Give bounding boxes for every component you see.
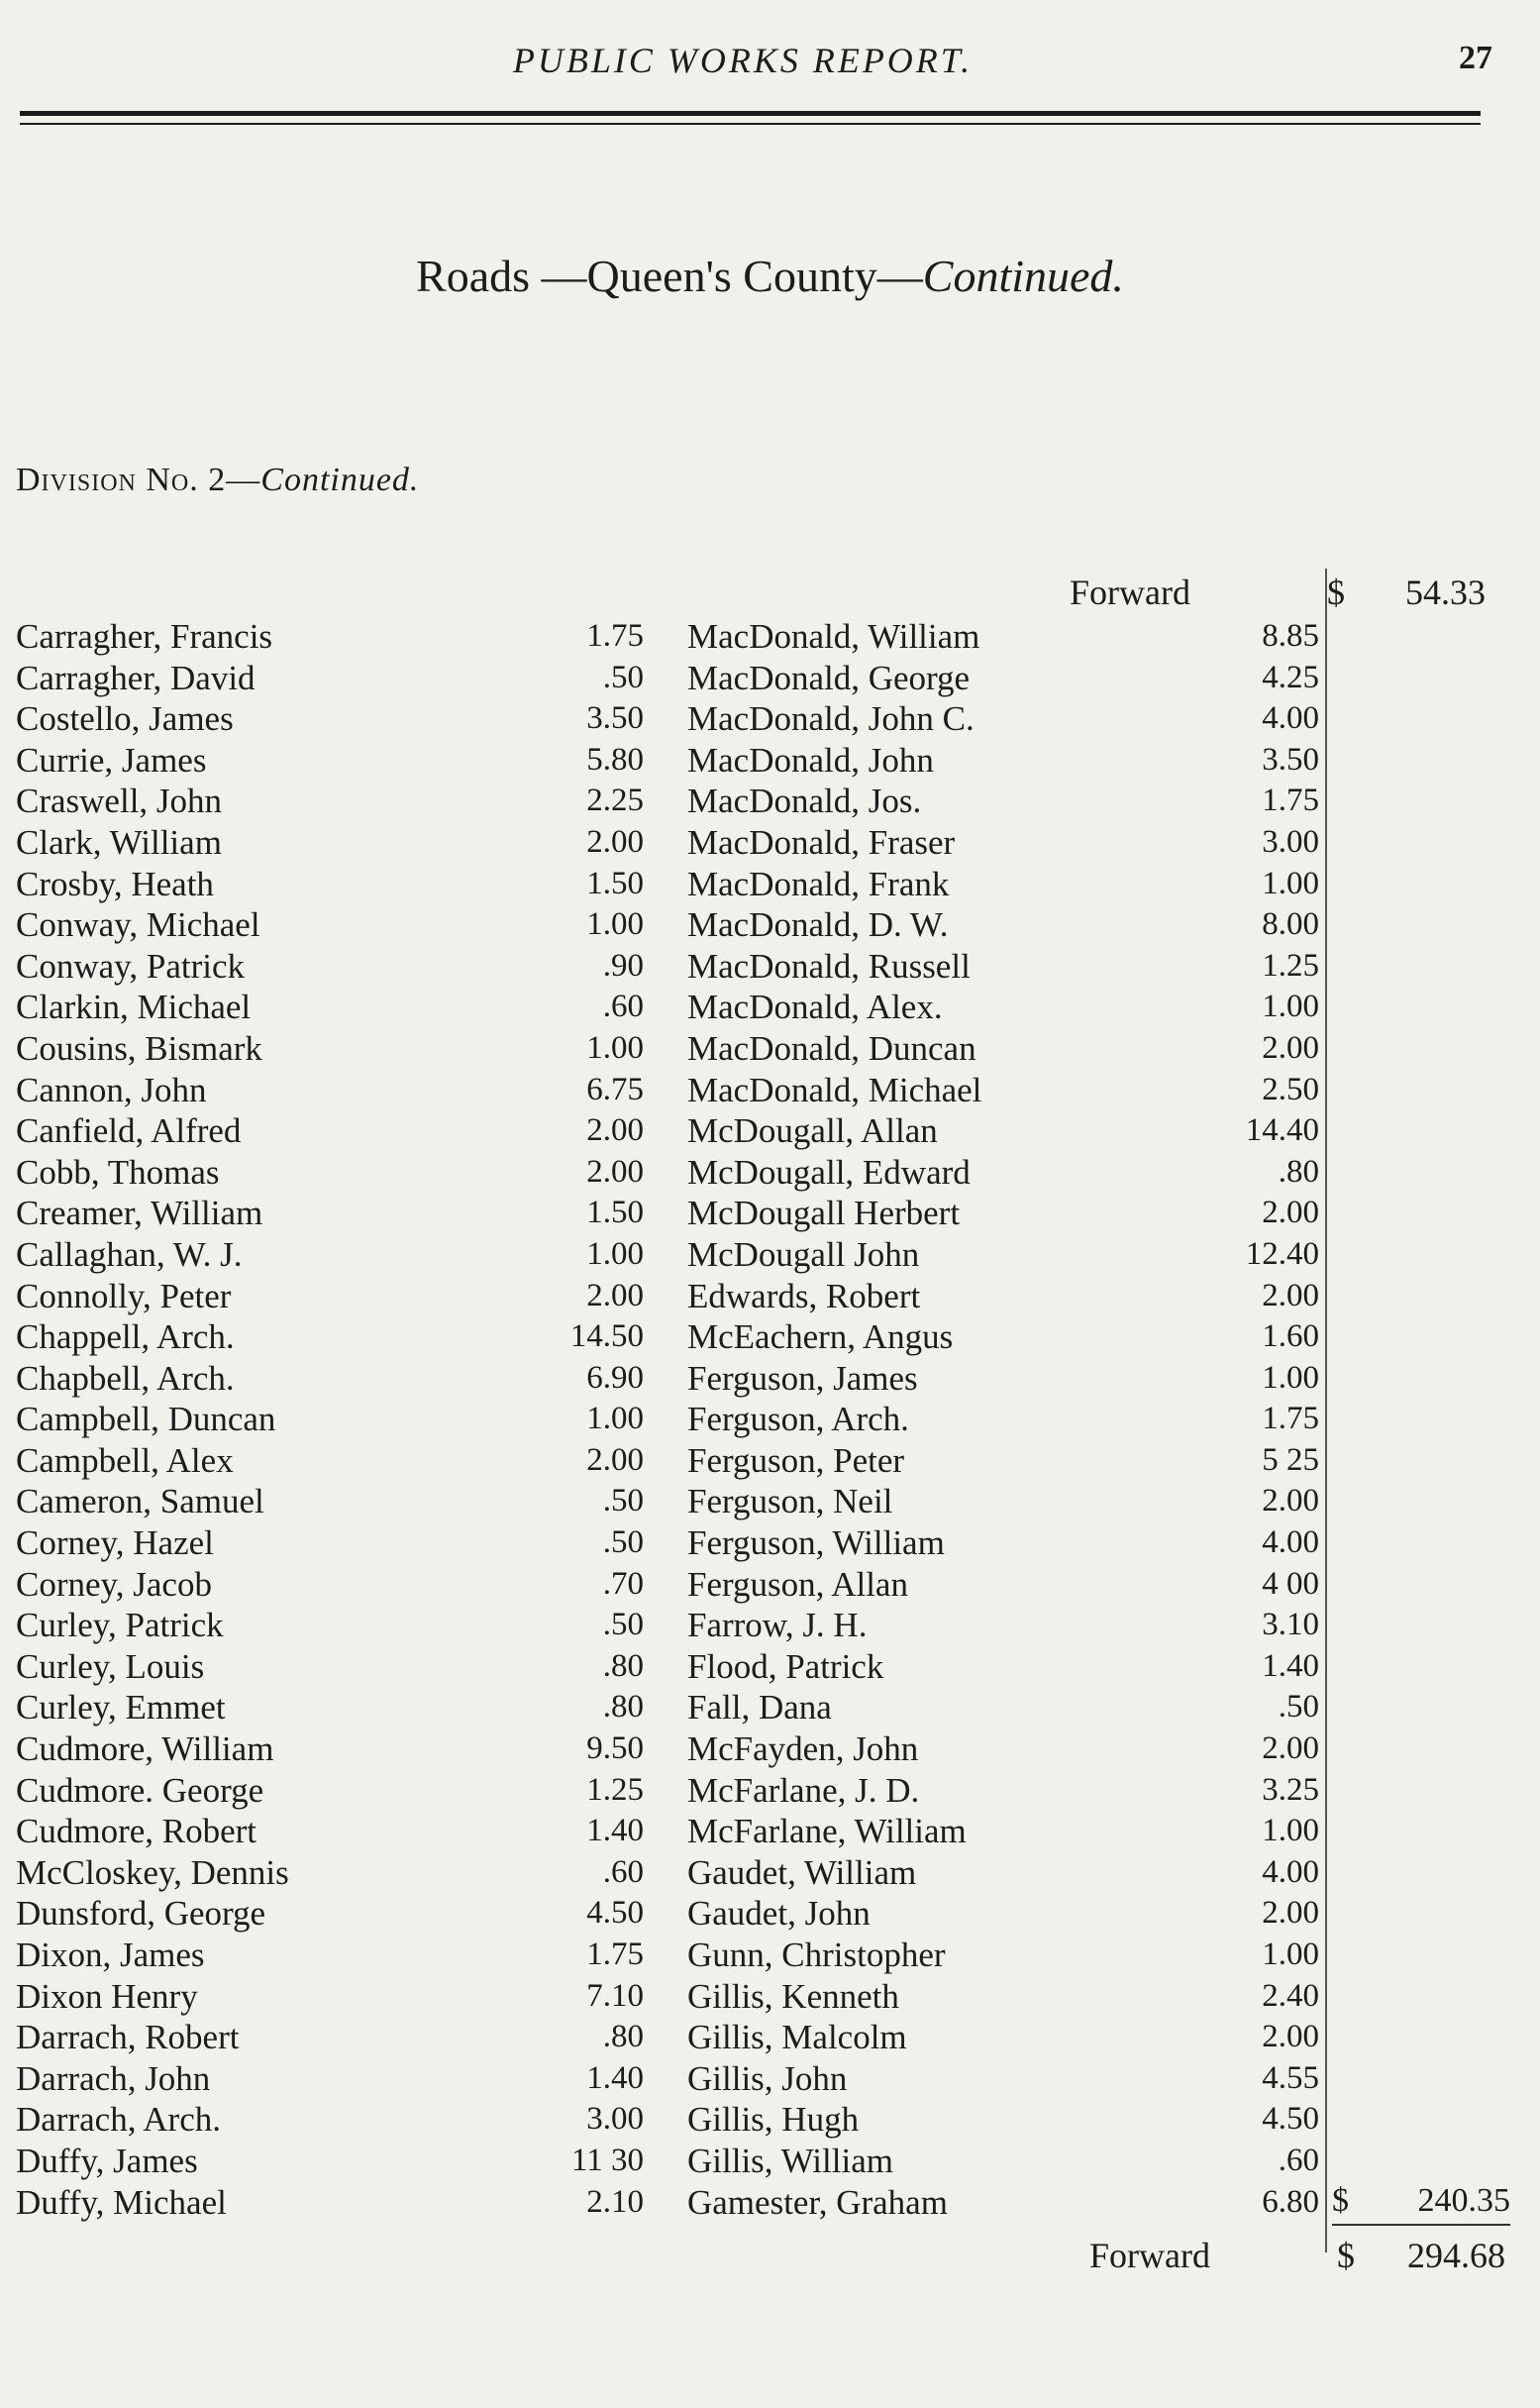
payee-row bbox=[16, 1852, 650, 1894]
forward-bottom bbox=[990, 2233, 1525, 2278]
payee-row bbox=[687, 781, 1331, 822]
payee-name: Canfield, Alfred bbox=[16, 1111, 242, 1151]
payee-name: Dixon Henry bbox=[16, 1976, 198, 2016]
right-payee-list bbox=[687, 616, 1331, 2223]
payee-name: MacDonald, Duncan bbox=[687, 1028, 976, 1068]
payee-amount: 2.00 bbox=[1262, 2019, 1319, 2055]
header-rule-thick bbox=[20, 111, 1481, 116]
forward-top-label: Forward bbox=[1070, 573, 1190, 612]
payee-name: Creamer, William bbox=[16, 1194, 263, 1233]
payee-row bbox=[687, 1852, 1331, 1894]
payee-name: MacDonald, John C. bbox=[687, 699, 975, 739]
payee-amount: 2.00 bbox=[586, 1153, 644, 1190]
payee-name: Gillis, Hugh bbox=[687, 2100, 860, 2140]
payee-name: Duffy, James bbox=[16, 2141, 198, 2180]
payee-row bbox=[16, 1687, 650, 1728]
payee-name: Dunsford, George bbox=[16, 1894, 266, 1934]
payee-row bbox=[687, 2099, 1331, 2141]
payee-amount: .50 bbox=[602, 1524, 644, 1561]
payee-amount: 2.25 bbox=[586, 783, 644, 819]
payee-name: Gunn, Christopher bbox=[687, 1936, 946, 1974]
payee-amount: 2.00 bbox=[586, 823, 644, 860]
payee-name: MacDonald, Fraser bbox=[687, 822, 956, 862]
payee-name: Gamester, Graham bbox=[687, 2182, 948, 2222]
payee-name: Corney, Jacob bbox=[16, 1564, 212, 1604]
payee-name: Cannon, John bbox=[16, 1070, 207, 1109]
payee-amount: 4.50 bbox=[1262, 2101, 1319, 2138]
payee-amount: 3.50 bbox=[586, 700, 644, 737]
payee-name: Connolly, Peter bbox=[16, 1276, 232, 1315]
payee-name: Callaghan, W. J. bbox=[16, 1234, 243, 1274]
payee-name: McEachern, Angus bbox=[687, 1317, 954, 1357]
payee-row bbox=[16, 1728, 650, 1770]
payee-row bbox=[687, 1976, 1331, 2018]
payee-amount: 2.50 bbox=[1262, 1071, 1319, 1107]
payee-row bbox=[687, 1646, 1331, 1688]
payee-amount: .80 bbox=[602, 1689, 644, 1726]
payee-row bbox=[16, 1070, 650, 1111]
payee-row bbox=[687, 740, 1331, 782]
payee-row bbox=[16, 616, 650, 658]
payee-amount: 3.25 bbox=[1262, 1771, 1319, 1808]
payee-name: Ferguson, Arch. bbox=[687, 1400, 909, 1439]
payee-row bbox=[16, 1152, 650, 1194]
section-title bbox=[0, 250, 1540, 302]
payee-amount: 1.50 bbox=[586, 1195, 644, 1231]
payee-amount: 4.50 bbox=[586, 1895, 644, 1932]
payee-name: Ferguson, Allan bbox=[687, 1564, 908, 1604]
payee-row bbox=[16, 1028, 650, 1070]
forward-bottom-value: 294.68 bbox=[1407, 2236, 1505, 2275]
payee-name: Darrach, Robert bbox=[16, 2018, 240, 2057]
payee-amount: 1.25 bbox=[1262, 947, 1319, 984]
payee-amount: 4.00 bbox=[1262, 1524, 1319, 1561]
payee-amount: 2.00 bbox=[1262, 1195, 1319, 1231]
payee-row bbox=[16, 1234, 650, 1276]
payee-amount: 2.00 bbox=[1262, 1483, 1319, 1519]
payee-name: MacDonald, Alex. bbox=[687, 988, 943, 1027]
payee-name: MacDonald, George bbox=[687, 658, 971, 697]
page-number: 27 bbox=[1459, 40, 1492, 76]
payee-row bbox=[16, 1399, 650, 1440]
payee-row bbox=[687, 822, 1331, 864]
payee-name: Chapbell, Arch. bbox=[16, 1358, 235, 1398]
payee-amount: 1.60 bbox=[1262, 1318, 1319, 1355]
payee-name: Curley, Louis bbox=[16, 1646, 205, 1686]
payee-row bbox=[687, 698, 1331, 740]
division-label: Division No. 2— bbox=[16, 462, 261, 498]
payee-row bbox=[16, 1811, 650, 1852]
payee-amount: 2.00 bbox=[1262, 1277, 1319, 1313]
subtotal-currency: $ bbox=[1332, 2182, 1349, 2219]
payee-name: McFarlane, J. D. bbox=[687, 1770, 920, 1810]
payee-name: Gillis, Malcolm bbox=[687, 2018, 907, 2057]
section-title-continued: Continued. bbox=[922, 251, 1124, 301]
payee-amount: .80 bbox=[602, 2019, 644, 2055]
payee-row bbox=[687, 1440, 1331, 1482]
payee-row bbox=[687, 864, 1331, 905]
payee-row bbox=[16, 1770, 650, 1812]
payee-name: Cousins, Bismark bbox=[16, 1028, 262, 1068]
payee-amount: .50 bbox=[602, 1483, 644, 1519]
payee-name: Costello, James bbox=[16, 699, 234, 739]
payee-name: Cameron, Samuel bbox=[16, 1482, 264, 1521]
payee-amount: 3.10 bbox=[1262, 1607, 1319, 1643]
payee-name: Gaudet, William bbox=[687, 1852, 917, 1892]
payee-row bbox=[16, 1605, 650, 1646]
subtotal-value: 240.35 bbox=[1417, 2182, 1510, 2219]
payee-amount: .80 bbox=[602, 1647, 644, 1684]
forward-top bbox=[990, 567, 1525, 618]
payee-row bbox=[687, 658, 1331, 699]
payee-amount: 6.75 bbox=[586, 1071, 644, 1107]
payee-amount: 3.50 bbox=[1262, 741, 1319, 778]
payee-amount: 2.00 bbox=[1262, 1730, 1319, 1767]
payee-row bbox=[687, 2058, 1331, 2100]
payee-amount: 8.00 bbox=[1262, 906, 1319, 943]
payee-amount: 1.40 bbox=[586, 1813, 644, 1849]
header-rule-thin bbox=[20, 123, 1481, 125]
payee-name: McFarlane, William bbox=[687, 1812, 967, 1851]
payee-row bbox=[687, 1276, 1331, 1317]
forward-top-value: 54.33 bbox=[1405, 573, 1486, 612]
payee-amount: 1.00 bbox=[586, 1401, 644, 1437]
payee-amount: 2.00 bbox=[586, 1441, 644, 1478]
payee-amount: 1.00 bbox=[1262, 1937, 1319, 1972]
payee-amount: 1.75 bbox=[586, 1937, 644, 1972]
payee-name: Chappell, Arch. bbox=[16, 1317, 235, 1357]
payee-amount: 4 00 bbox=[1262, 1565, 1319, 1602]
payee-amount: 7.10 bbox=[586, 1977, 644, 2014]
payee-name: MacDonald, Jos. bbox=[687, 782, 922, 821]
payee-amount: 1.00 bbox=[1262, 1813, 1319, 1849]
payee-row bbox=[687, 1770, 1331, 1812]
payee-name: Gillis, John bbox=[687, 2058, 848, 2098]
payee-name: McDougall, Allan bbox=[687, 1111, 938, 1151]
payee-amount: 2.40 bbox=[1262, 1977, 1319, 2014]
payee-name: Cudmore, Robert bbox=[16, 1812, 257, 1851]
payee-row bbox=[687, 1687, 1331, 1728]
column-divider bbox=[1325, 569, 1327, 2252]
payee-row bbox=[16, 1976, 650, 2018]
payee-row bbox=[687, 2141, 1331, 2182]
payee-name: McCloskey, Dennis bbox=[16, 1852, 289, 1892]
payee-amount: 1.00 bbox=[1262, 865, 1319, 901]
forward-bottom-currency: $ bbox=[1337, 2236, 1355, 2275]
payee-amount: 2.10 bbox=[586, 2183, 644, 2220]
division-heading bbox=[16, 462, 419, 499]
payee-row bbox=[687, 1070, 1331, 1111]
payee-amount: 9.50 bbox=[586, 1730, 644, 1767]
payee-row bbox=[16, 2058, 650, 2100]
payee-amount: .60 bbox=[602, 1853, 644, 1890]
payee-row bbox=[687, 1728, 1331, 1770]
payee-amount: 2.00 bbox=[586, 1277, 644, 1313]
payee-name: Campbell, Duncan bbox=[16, 1400, 276, 1439]
subtotal bbox=[1332, 2180, 1530, 2222]
subtotal-rule bbox=[1332, 2224, 1510, 2226]
payee-row bbox=[16, 1564, 650, 1606]
payee-row bbox=[687, 1234, 1331, 1276]
payee-name: MacDonald, William bbox=[687, 617, 980, 656]
payee-name: Darrach, John bbox=[16, 2058, 211, 2098]
payee-amount: 11 30 bbox=[570, 2142, 644, 2178]
payee-name: Curley, Emmet bbox=[16, 1688, 226, 1727]
payee-name: McDougall, Edward bbox=[687, 1152, 971, 1192]
payee-amount: 2.00 bbox=[1262, 1895, 1319, 1932]
payee-amount: 1.75 bbox=[1262, 1401, 1319, 1437]
payee-amount: 8.85 bbox=[1262, 618, 1319, 654]
payee-name: Ferguson, Peter bbox=[687, 1440, 905, 1480]
payee-name: Edwards, Robert bbox=[687, 1276, 921, 1315]
payee-row bbox=[16, 1440, 650, 1482]
payee-amount: 6.90 bbox=[586, 1359, 644, 1396]
payee-row bbox=[16, 2141, 650, 2182]
payee-amount: 3.00 bbox=[586, 2101, 644, 2138]
payee-row bbox=[16, 2099, 650, 2141]
payee-name: Clark, William bbox=[16, 822, 222, 862]
payee-amount: 5 25 bbox=[1262, 1441, 1319, 1478]
payee-row bbox=[16, 864, 650, 905]
payee-row bbox=[687, 1605, 1331, 1646]
payee-row bbox=[687, 2182, 1331, 2224]
payee-amount: 1.75 bbox=[1262, 783, 1319, 819]
payee-name: MacDonald, Michael bbox=[687, 1070, 982, 1109]
payee-amount: .60 bbox=[1278, 2142, 1319, 2178]
payee-row bbox=[16, 658, 650, 699]
payee-name: Craswell, John bbox=[16, 782, 223, 821]
payee-name: Carragher, Francis bbox=[16, 617, 273, 656]
payee-row bbox=[16, 1481, 650, 1522]
payee-row bbox=[687, 904, 1331, 946]
payee-row bbox=[16, 1276, 650, 1317]
payee-name: Ferguson, William bbox=[687, 1523, 945, 1563]
payee-row bbox=[687, 2017, 1331, 2058]
payee-row bbox=[687, 1481, 1331, 1522]
payee-amount: 1.40 bbox=[586, 2059, 644, 2096]
payee-row bbox=[16, 740, 650, 782]
payee-amount: 4.25 bbox=[1262, 659, 1319, 695]
payee-name: Gillis, William bbox=[687, 2141, 893, 2180]
payee-name: Ferguson, James bbox=[687, 1358, 918, 1398]
payee-amount: 4.55 bbox=[1262, 2059, 1319, 2096]
payee-name: Darrach, Arch. bbox=[16, 2100, 221, 2140]
payee-name: Corney, Hazel bbox=[16, 1523, 214, 1563]
payee-amount: 1.00 bbox=[586, 906, 644, 943]
payee-amount: .80 bbox=[1278, 1153, 1319, 1190]
payee-amount: 6.80 bbox=[1262, 2183, 1319, 2220]
payee-amount: 1.00 bbox=[586, 1029, 644, 1066]
payee-amount: 1.40 bbox=[1262, 1647, 1319, 1684]
payee-name: McDougall Herbert bbox=[687, 1194, 961, 1233]
payee-row bbox=[687, 1564, 1331, 1606]
payee-name: Cudmore. George bbox=[16, 1770, 264, 1810]
payee-name: Gaudet, John bbox=[687, 1894, 871, 1934]
payee-row bbox=[687, 1893, 1331, 1935]
payee-amount: 1.25 bbox=[586, 1771, 644, 1808]
payee-row bbox=[16, 1522, 650, 1564]
payee-amount: .90 bbox=[602, 947, 644, 984]
payee-row bbox=[16, 2182, 650, 2224]
payee-name: MacDonald, Frank bbox=[687, 864, 950, 903]
payee-row bbox=[687, 1358, 1331, 1400]
payee-row bbox=[16, 822, 650, 864]
payee-amount: 14.40 bbox=[1245, 1112, 1319, 1149]
payee-row bbox=[16, 1358, 650, 1400]
payee-amount: .50 bbox=[602, 1607, 644, 1643]
payee-amount: 3.00 bbox=[1262, 823, 1319, 860]
payee-row bbox=[16, 781, 650, 822]
payee-name: Duffy, Michael bbox=[16, 2182, 227, 2222]
payee-amount: 1.00 bbox=[1262, 989, 1319, 1025]
payee-row bbox=[687, 1399, 1331, 1440]
payee-row bbox=[687, 1152, 1331, 1194]
payee-name: Gillis, Kenneth bbox=[687, 1976, 899, 2016]
payee-row bbox=[687, 1935, 1331, 1976]
payee-amount: 1.50 bbox=[586, 865, 644, 901]
payee-row bbox=[16, 2017, 650, 2058]
payee-name: Fall, Dana bbox=[687, 1688, 832, 1727]
payee-name: Farrow, J. H. bbox=[687, 1606, 868, 1645]
payee-name: Dixon, James bbox=[16, 1936, 205, 1974]
payee-amount: .60 bbox=[602, 989, 644, 1025]
payee-row bbox=[16, 1935, 650, 1976]
forward-bottom-label: Forward bbox=[1089, 2236, 1210, 2275]
payee-name: Currie, James bbox=[16, 740, 207, 780]
payee-row bbox=[16, 987, 650, 1028]
payee-row bbox=[687, 1028, 1331, 1070]
payee-name: Cudmore, William bbox=[16, 1729, 274, 1769]
left-payee-list bbox=[16, 616, 650, 2223]
payee-name: MacDonald, John bbox=[687, 740, 934, 780]
payee-row bbox=[687, 946, 1331, 988]
payee-name: Campbell, Alex bbox=[16, 1440, 234, 1480]
payee-amount: .50 bbox=[1278, 1689, 1319, 1726]
division-continued: Continued. bbox=[260, 462, 420, 498]
page-header bbox=[0, 40, 1540, 89]
payee-amount: 1.00 bbox=[1262, 1359, 1319, 1396]
payee-amount: 2.00 bbox=[1262, 1029, 1319, 1066]
payee-name: MacDonald, D. W. bbox=[687, 905, 949, 945]
payee-row bbox=[16, 1193, 650, 1234]
payee-row bbox=[16, 698, 650, 740]
payee-row bbox=[687, 1522, 1331, 1564]
payee-row bbox=[687, 1193, 1331, 1234]
forward-top-currency: $ bbox=[1327, 573, 1345, 612]
payee-row bbox=[687, 1316, 1331, 1358]
section-title-main: Roads —Queen's County— bbox=[416, 251, 923, 301]
payee-name: Crosby, Heath bbox=[16, 864, 214, 903]
payee-amount: 4.00 bbox=[1262, 700, 1319, 737]
payee-row bbox=[16, 1646, 650, 1688]
payee-row bbox=[16, 904, 650, 946]
payee-amount: 14.50 bbox=[569, 1318, 644, 1355]
payee-name: Clarkin, Michael bbox=[16, 988, 252, 1027]
payee-name: McFayden, John bbox=[687, 1729, 919, 1769]
payee-amount: 1.00 bbox=[586, 1235, 644, 1272]
payee-name: McDougall John bbox=[687, 1234, 920, 1274]
payee-name: MacDonald, Russell bbox=[687, 946, 971, 986]
payee-name: Conway, Patrick bbox=[16, 946, 246, 986]
payee-name: Carragher, David bbox=[16, 658, 256, 697]
payee-row bbox=[687, 987, 1331, 1028]
payee-row bbox=[687, 1110, 1331, 1152]
payee-row bbox=[16, 1316, 650, 1358]
payee-amount: 12.40 bbox=[1245, 1235, 1319, 1272]
payee-row bbox=[687, 616, 1331, 658]
payee-amount: 2.00 bbox=[586, 1112, 644, 1149]
payee-name: Flood, Patrick bbox=[687, 1646, 884, 1686]
payee-name: Cobb, Thomas bbox=[16, 1152, 220, 1192]
payee-row bbox=[16, 1110, 650, 1152]
payee-amount: .70 bbox=[602, 1565, 644, 1602]
payee-amount: 5.80 bbox=[586, 741, 644, 778]
payee-name: Ferguson, Neil bbox=[687, 1482, 893, 1521]
payee-amount: 1.75 bbox=[586, 618, 644, 654]
running-head: PUBLIC WORKS REPORT. bbox=[512, 41, 974, 80]
payee-row bbox=[16, 1893, 650, 1935]
payee-amount: .50 bbox=[602, 659, 644, 695]
payee-row bbox=[16, 946, 650, 988]
payee-row bbox=[687, 1811, 1331, 1852]
payee-name: Conway, Michael bbox=[16, 905, 260, 945]
payee-amount: 4.00 bbox=[1262, 1853, 1319, 1890]
payee-name: Curley, Patrick bbox=[16, 1606, 224, 1645]
